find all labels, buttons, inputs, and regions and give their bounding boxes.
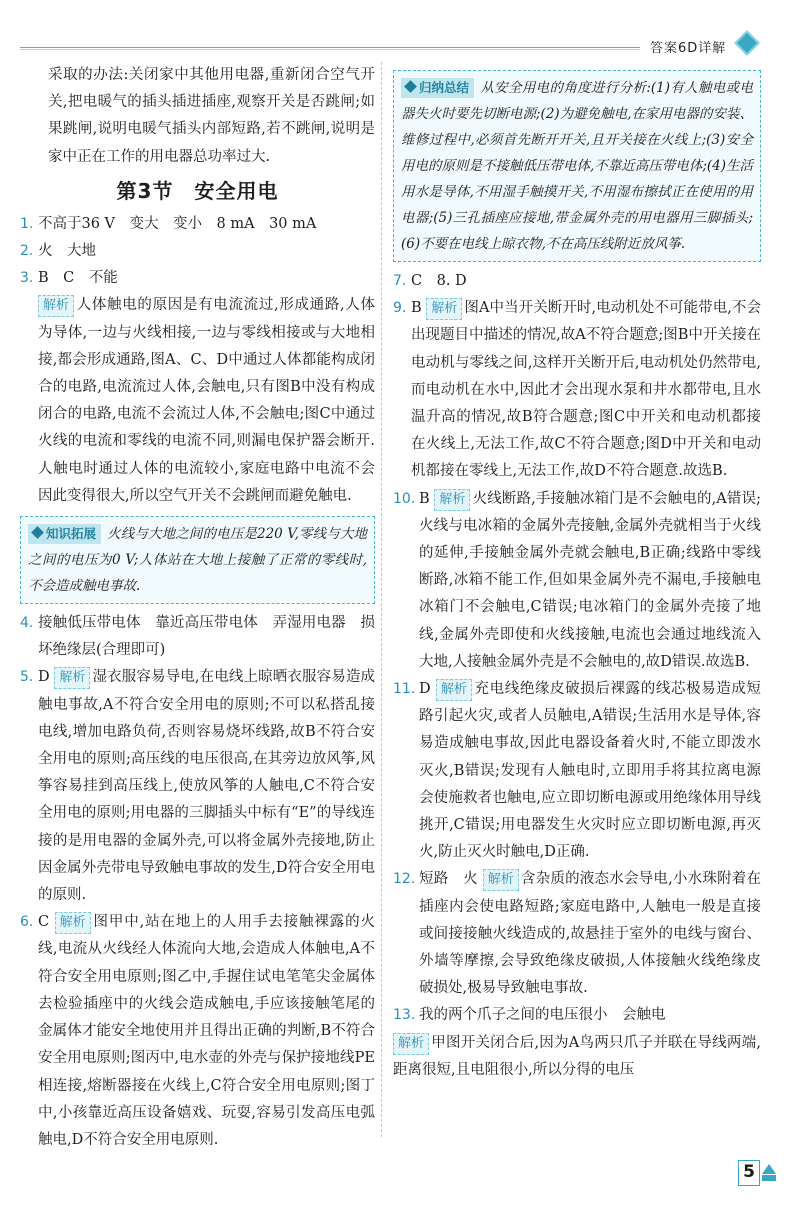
analysis-tag: 解析 [436,679,472,701]
item-number: 5. [20,669,34,686]
analysis-tag: 解析 [54,667,90,689]
answer-choice: D [38,669,50,686]
box-title-text: 知识拓展 [46,526,97,542]
analysis-tag: 解析 [483,869,519,891]
item-number: 3. [20,270,34,287]
analysis-tag: 解析 [38,295,74,317]
analysis-tag: 解析 [55,912,91,934]
arrow-up-icon [762,1164,776,1174]
answer-item-13 [393,1002,761,1029]
item-number-spacer [20,292,36,510]
item-body [38,909,375,1154]
explanation-text: 人体触电的原因是有电流流过,形成通路,人体为导体,一边与火线相接,一边与零线相接或与大地相接,都会形成通路,图A、C、D中通过人体都能构成闭合的电路,电流流过人体,会触电,只有图B中没有构成闭合的电路,电流不会流过人体,不会触电;图C中通过火线的电流和零线的电流不同,则漏电保护器会断开.人触电时通过人体的电流较小,家庭电路中电流不会因此变得很大,所以空气开关不会跳闸而避免触电. [38,297,375,504]
header-rule-secondary [20,49,640,50]
answer-item-6 [20,909,375,1154]
explanation-text: 甲图开关闭合后,因为A鸟两只爪子并联在导线两端,距离很短,且电阻很小,所以分得的电压 [393,1034,761,1078]
answer-choice: D [419,681,431,698]
explanation-text: 充电线绝缘皮破损后裸露的线芯极易造成短路引起火灾,或者人员触电,A错误;生活用水是导体,容易造成触电事故,因此电器设备着火时,不能立即泼水灭火,B错误;发现有人触电时,立即用手将其拉离电源会使施救者也触电,应立即切断电源或用绝缘体用导线挑开,C错误;用电器发生火灾时应立即切断电源,再灭火,防止灭火时触电,D正确. [419,681,762,861]
left-column [20,62,375,1154]
diamond-bullet-icon [31,526,44,539]
column-divider [381,62,382,1137]
answer-item-1 [20,211,375,238]
answer-item-3 [20,265,375,292]
explanation-body [393,1030,761,1084]
item-text: 接触低压带电体 靠近高压带电体 弄湿用电器 损坏绝缘层(合理即可) [38,615,375,659]
answer-item-2 [20,238,375,265]
explanation-item-13 [393,1030,761,1084]
box-title [401,78,474,98]
analysis-tag: 解析 [393,1033,429,1055]
item-number: 2. [20,243,34,260]
box-title-text: 归纳总结 [419,80,470,95]
explanation-body [38,292,375,510]
item-body [411,295,761,485]
item-number: 4. [20,615,34,632]
item-number: 7. [393,273,407,289]
header-rule [20,47,640,48]
arrow-base-icon [762,1175,776,1181]
explanation-text: 图A中当开关断开时,电动机处不可能带电,不会出现题目中描述的情况,故A不符合题意;图B中开关接在电动机与零线之间,这样开关断开后,电动机处仍然带电,而电动机在水中,因此才会出现水泵和井水都带电,且水温升高的情况,故B符合题意;图C中开关和电动机都接在火线上,无法工作,故C不符合题意;图D中开关和电动机都接在零线上,无法工作,故D不符合题意.故选B. [411,300,761,480]
answer-choice: B [419,490,430,507]
header-label: 答案6D详解 [650,41,727,56]
item-number: 6. [20,914,34,931]
diamond-icon [734,30,759,55]
explanation-text: 湿衣服容易导电,在电线上晾晒衣服容易造成触电事故,A不符合安全用电的原则;不可以私搭乱接电线,增加电路负荷,否则容易烧坏线路,故B不符合安全用电的原则;高压线的电压很高,在其旁边放风筝,风筝容易挂到高压线上,使放风筝的人触电,C不符合安全用电的原则;用电器的三脚插头中标有“E”的导线连接的是用电器的金属外壳,可以将金属外壳接地,防止因金属外壳带电导致触电事故的发生,D符合安全用电的原则. [38,669,375,904]
answer-item-11 [393,676,761,866]
item-text: 火 大地 [38,243,96,260]
item-number: 13. [393,1007,416,1024]
analysis-tag: 解析 [434,489,470,511]
item-number: 1. [20,215,34,232]
page-header [0,0,800,62]
explanation-text: 图甲中,站在地上的人用手去接触裸露的火线,电流从火线经人体流向大地,会造成人体触电,A不符合安全用电原则;图乙中,手握住试电笔笔尖金属体去检验插座中的火线会造成触电,手应该接触笔尾的金属体才能安全地使用并且得出正确的判断,B不符合安全用电原则;图丙中,电水壶的外壳与保护接地线PE相连接,熔断器接在火线上,C符合安全用电原则;图丁中,小孩靠近高压设备嬉戏、玩耍,容易引发高压电弧触电,D不符合安全用电原则. [38,914,376,1148]
item-text: 我的两个爪子之间的电压很小 会触电 [419,1007,666,1024]
diamond-bullet-icon [404,80,417,93]
item-number: 12. [393,871,416,888]
answer-item-7-8 [393,268,761,295]
page-number: 5 [738,1160,760,1186]
explanation-item-3 [20,292,375,510]
answer-choice: B [411,300,422,317]
answer-choice: C [38,914,50,931]
intro-paragraph: 采取的办法:关闭家中其他用电器,重新闭合空气开关,把电暖气的插头插进插座,观察开关是否跳闸;如果跳闸,说明电暖气插头内部短路,若不跳闸,说明是家中正在工作的用电器总功率过大. [48,67,375,165]
item-number: 10. [393,490,416,507]
answer-item-10 [393,486,761,676]
answer-item-4 [20,610,375,664]
summary-box [393,70,761,262]
answer-item-5 [20,664,375,909]
box-text: 从安全用电的角度进行分析:(1)有人触电或电器失火时要先切断电源;(2)为避免触电,在家用电器的安装、维修过程中,必须首先断开开关,且开关接在火线上;(3)安全用电的原则是不接触低压带电体,不靠近高压带电体;(4)生活用水是导体,不用湿手触摸开关,不用湿布擦拭正在使用的用电器;(5)三孔插座应接地,带金属外壳的用电器用三脚插头;(6)不要在电线上晾衣物,不在高压线附近放风筝. [401,80,753,252]
item-text: B C 不能 [38,270,118,287]
explanation-text: 含杂质的液态水会导电,小水珠附着在插座内会使电路短路;家庭电路中,人触电一般是直接或间接接触火线造成的,故悬挂于室外的电线与窗台、外墙等摩擦,会导致绝缘皮破损,人体接触火线绝缘皮破损处,极易导致触电事故. [419,871,762,997]
item-body [419,866,761,1002]
right-column [393,62,761,1084]
item-text: 不高于36 V 变大 变小 8 mA 30 mA [38,215,317,232]
item-body [38,664,375,909]
item-number: 9. [393,300,407,317]
answer-choice: 短路 火 [419,871,478,888]
analysis-tag: 解析 [426,298,462,320]
item-number: 11. [393,681,416,698]
knowledge-extension-box [20,516,375,604]
answer-item-9 [393,295,761,485]
answer-item-12 [393,866,761,1002]
section-title: 第3节 安全用电 [116,178,279,203]
box-title [28,524,101,544]
item-text: C 8. D [411,273,467,289]
item-body [419,676,761,866]
item-body [419,486,761,676]
box-text: 火线与大地之间的电压是220 V,零线与大地之间的电压为0 V;人体站在大地上接触了正常的零线时,不会造成触电事故. [28,526,367,595]
explanation-text: 火线断路,手接触冰箱门是不会触电的,A错误;火线与电冰箱的金属外壳接触,金属外壳就相当于火线的延伸,手接触金属外壳就会触电,B正确;线路中零线断路,冰箱不能工作,但如果金属外壳不漏电,手接触电冰箱门不会触电,C错误;电冰箱门的金属外壳接了地线,金属外壳即使和火线接触,电流也会通过地线流入大地,人接触金属外壳是不会触电的,故D错误.故选B. [419,490,762,670]
